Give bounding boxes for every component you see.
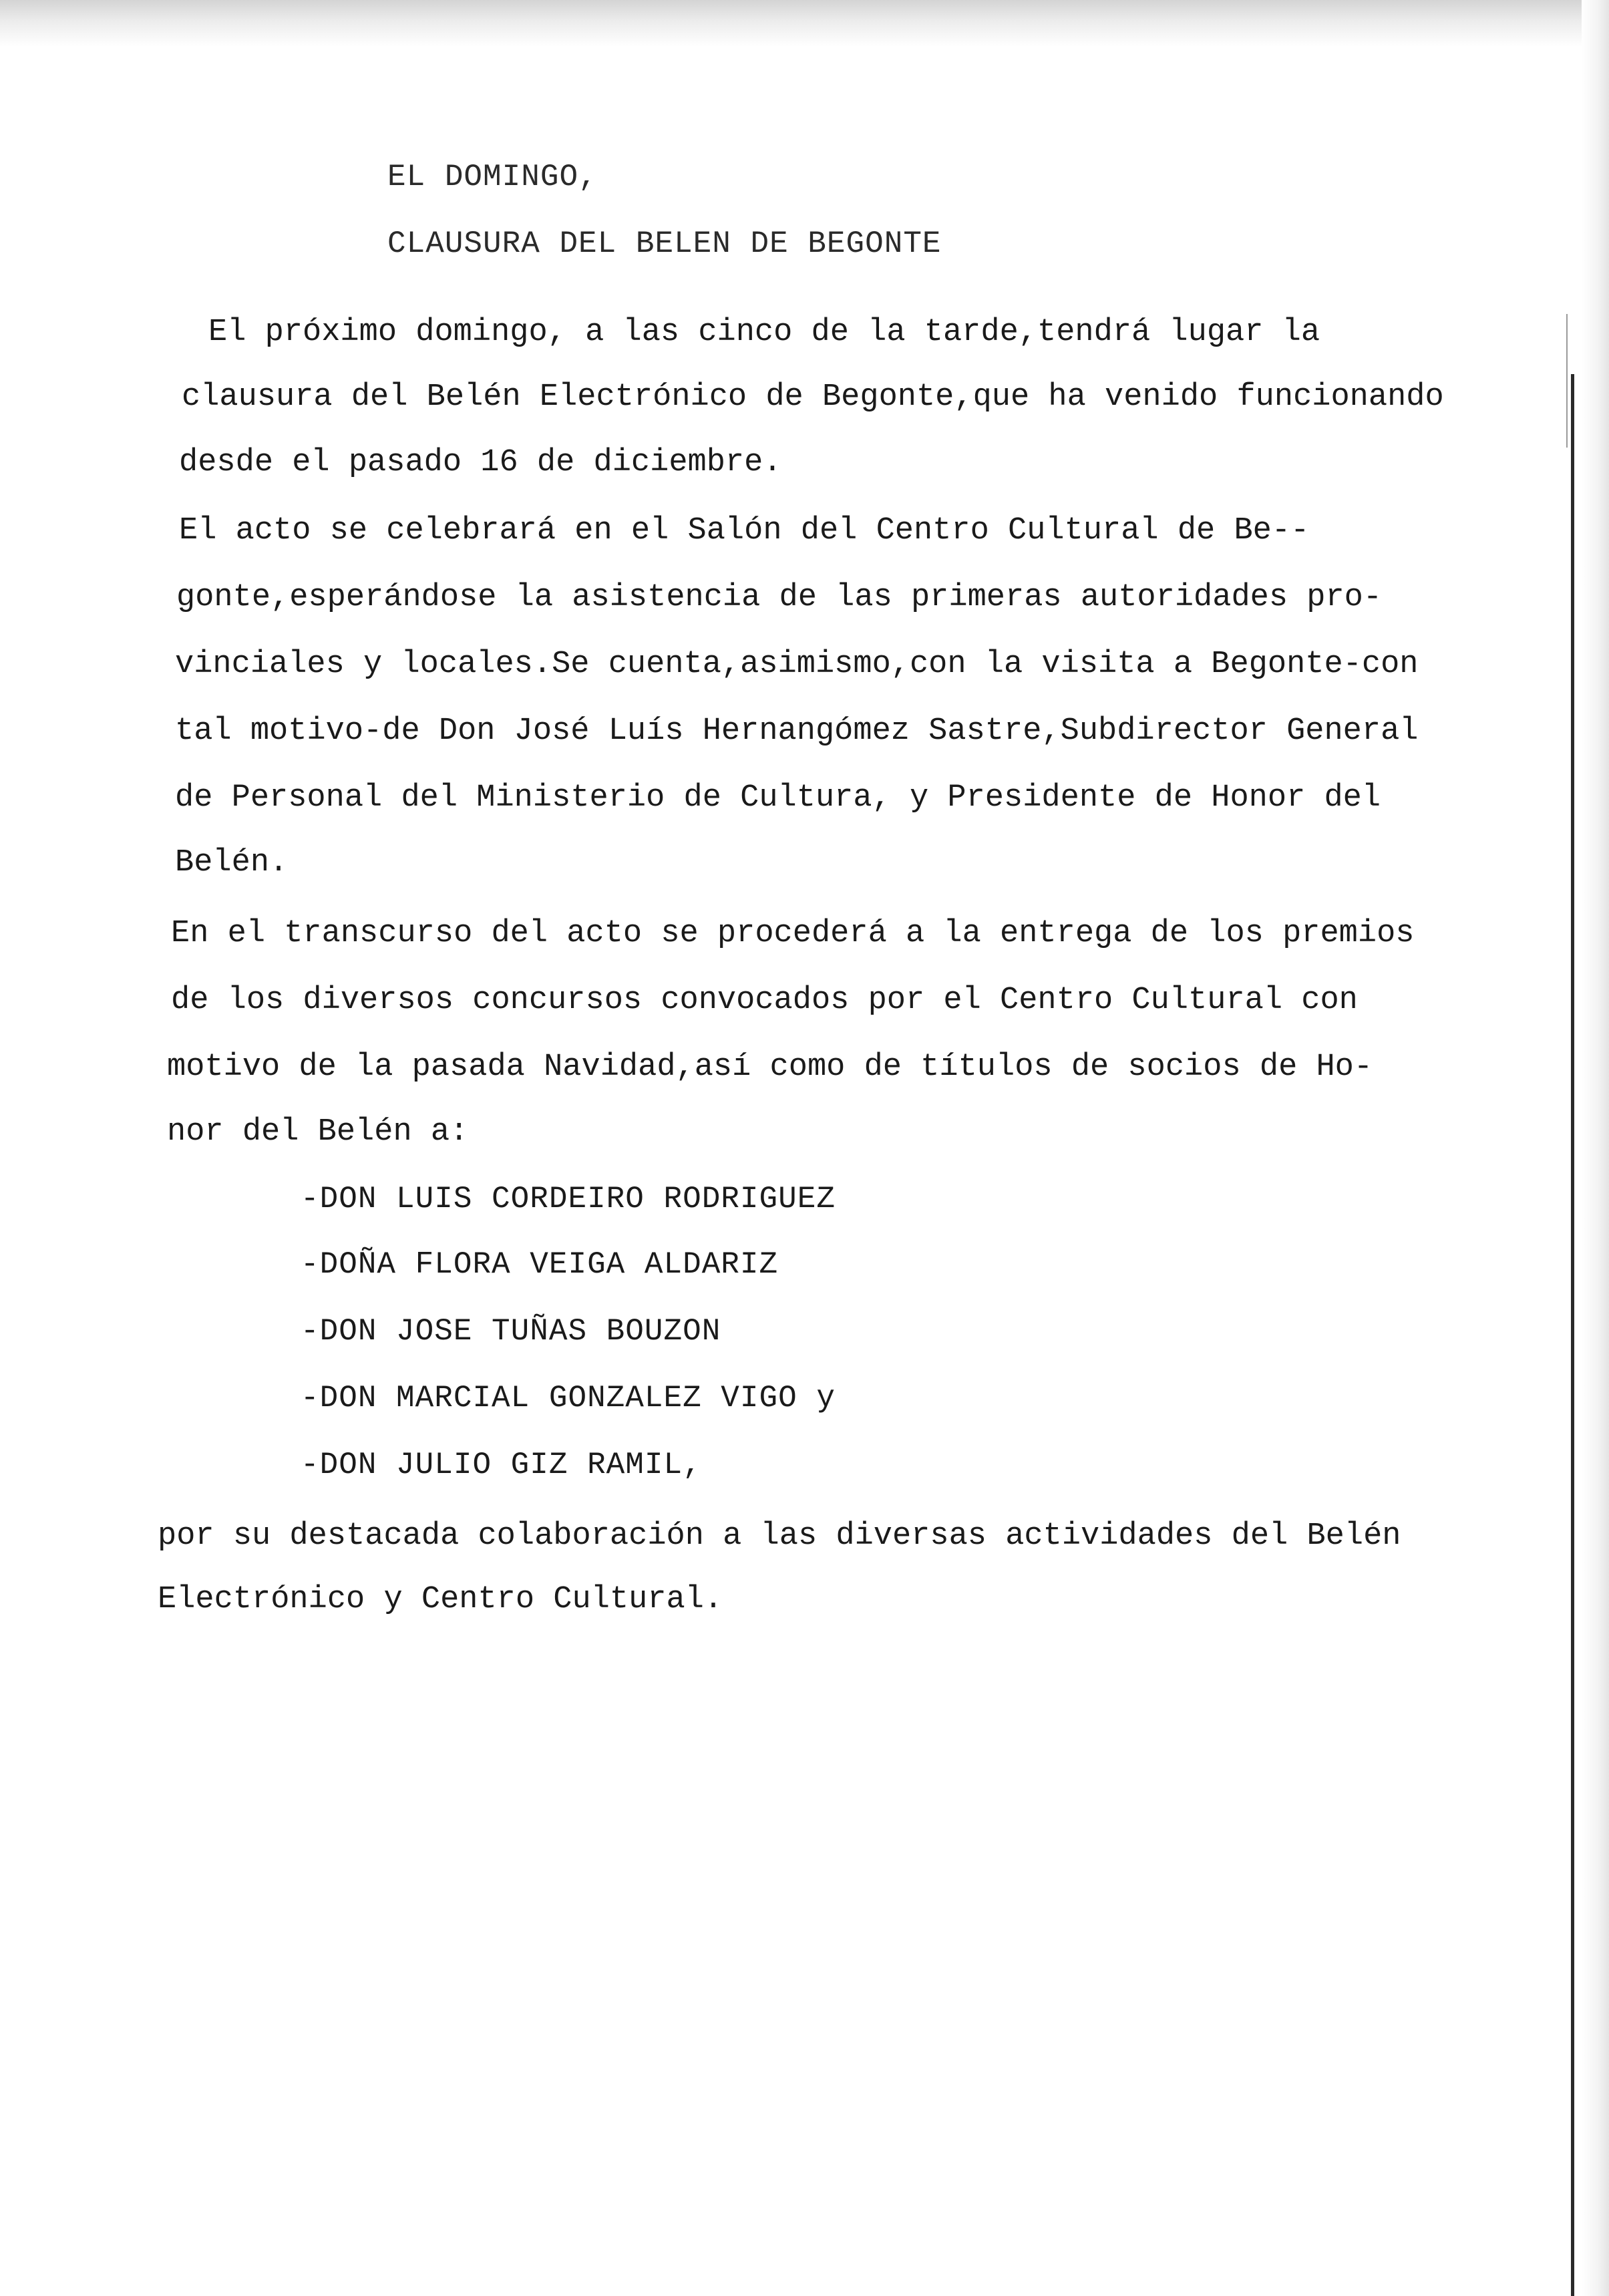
closing-line: Electrónico y Centro Cultural. bbox=[158, 1582, 723, 1617]
scan-top-shadow bbox=[0, 0, 1609, 47]
paragraph-2-line: tal motivo-de Don José Luís Hernangómez Sastre,Subdirector General bbox=[175, 713, 1419, 749]
paragraph-3-line: de los diversos concursos convocados por el Centro Cultural con bbox=[171, 983, 1358, 1018]
paragraph-3-line: En el transcurso del acto se procederá a la entrega de los premios bbox=[171, 916, 1415, 951]
scan-right-edge bbox=[1582, 0, 1609, 2296]
honoree-list-item: -DOÑA FLORA VEIGA ALDARIZ bbox=[301, 1247, 779, 1282]
paragraph-2-line: El acto se celebrará en el Salón del Centro Cultural de Be-- bbox=[179, 513, 1310, 548]
paragraph-3-line: motivo de la pasada Navidad,así como de títulos de socios de Ho- bbox=[167, 1049, 1373, 1085]
paragraph-1-line: El próximo domingo, a las cinco de la tarde,tendrá lugar la bbox=[208, 315, 1320, 350]
honoree-list-item: -DON MARCIAL GONZALEZ VIGO y bbox=[301, 1381, 836, 1416]
closing-line: por su destacada colaboración a las diversas actividades del Belén bbox=[158, 1518, 1401, 1554]
headline-line-2: CLAUSURA DEL BELEN DE BEGONTE bbox=[387, 226, 942, 261]
paragraph-2-line: Belén. bbox=[175, 845, 289, 880]
paragraph-3-line: nor del Belén a: bbox=[167, 1114, 469, 1150]
paragraph-1-line: clausura del Belén Electrónico de Begonte,que ha venido funcionando bbox=[182, 379, 1444, 415]
paragraph-1-line: desde el pasado 16 de diciembre. bbox=[179, 445, 782, 480]
scan-margin-mark bbox=[1566, 314, 1568, 448]
headline-line-1: EL DOMINGO, bbox=[387, 160, 598, 194]
honoree-list-item: -DON LUIS CORDEIRO RODRIGUEZ bbox=[301, 1182, 836, 1216]
paragraph-2-line: vinciales y locales.Se cuenta,asimismo,con la visita a Begonte-con bbox=[175, 647, 1419, 682]
scan-margin-line bbox=[1571, 374, 1574, 2296]
paragraph-2-line: gonte,esperándose la asistencia de las primeras autoridades pro- bbox=[176, 580, 1383, 615]
honoree-list-item: -DON JOSE TUÑAS BOUZON bbox=[301, 1314, 721, 1349]
paragraph-2-line: de Personal del Ministerio de Cultura, y Presidente de Honor del bbox=[175, 780, 1381, 816]
honoree-list-item: -DON JULIO GIZ RAMIL, bbox=[301, 1448, 702, 1482]
